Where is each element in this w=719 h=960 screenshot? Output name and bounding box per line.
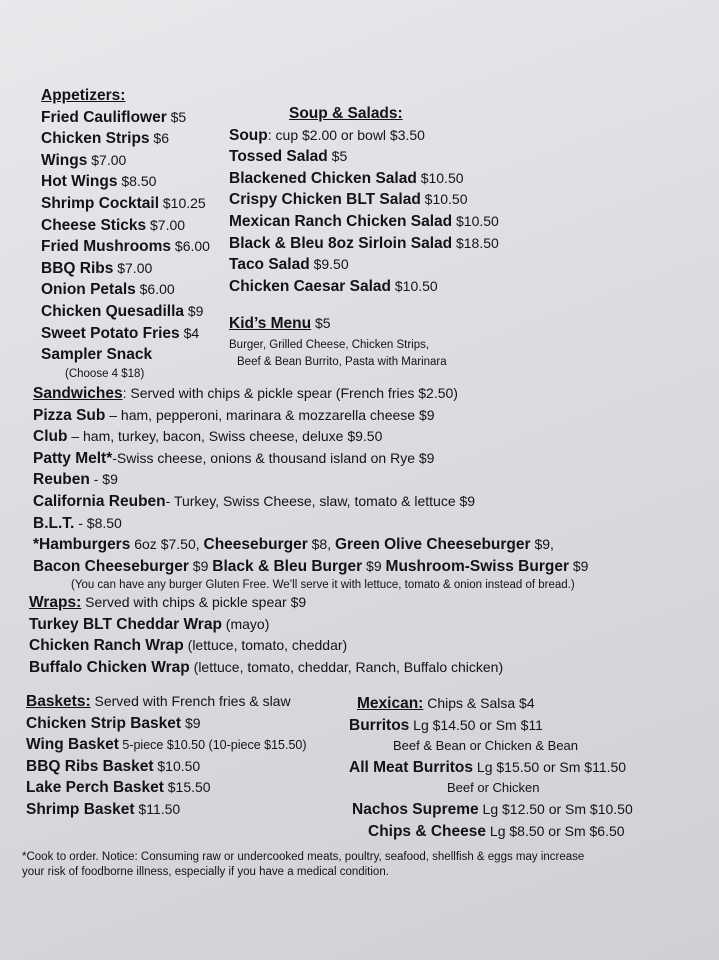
wraps-intro: Served with chips & pickle spear $9	[81, 594, 307, 610]
menu-item: Taco Salad $9.50	[229, 256, 349, 274]
menu-item: Chicken Quesadilla $9	[41, 302, 204, 320]
menu-item: Reuben - $9	[33, 471, 118, 489]
menu-item: Wing Basket 5-piece $10.50 (10-piece $15.50)	[26, 736, 307, 754]
menu-item: Blackened Chicken Salad $10.50	[229, 169, 464, 187]
burgers-row: Bacon Cheeseburger $9 Black & Bleu Burger $9 Mushroom-Swiss Burger $9	[33, 557, 589, 575]
menu-item: Burritos Lg $14.50 or Sm $11	[349, 716, 543, 734]
menu-item: Black & Bleu 8oz Sirloin Salad $18.50	[229, 234, 499, 252]
menu-item: Pizza Sub – ham, pepperoni, marinara & mozzarella cheese $9	[33, 406, 435, 424]
menu-item: Chicken Strips $6	[41, 130, 169, 148]
menu-item: Patty Melt*-Swiss cheese, onions & thousand island on Rye $9	[33, 449, 435, 467]
menu-item: Turkey BLT Cheddar Wrap (mayo)	[29, 615, 270, 633]
gluten-note: (You can have any burger Gluten Free. We’ll serve it with lettuce, tomato & onion instead of bread.)	[71, 579, 575, 592]
menu-item: Lake Perch Basket $15.50	[26, 779, 211, 797]
mexican-section	[349, 693, 633, 842]
appetizers-section	[41, 86, 210, 383]
menu-item: Mexican Ranch Chicken Salad $10.50	[229, 212, 499, 230]
baskets-intro: Served with French fries & slaw	[90, 693, 291, 709]
mexican-heading: Mexican:	[357, 695, 424, 712]
kids-line: Burger, Grilled Cheese, Chicken Strips,	[229, 338, 430, 351]
menu-item: Shrimp Cocktail $10.25	[41, 194, 206, 212]
kids-heading-row	[229, 313, 447, 335]
footer-line: your risk of foodborne illness, especially if you have a medical condition.	[22, 866, 389, 878]
kids-section	[229, 313, 447, 371]
menu-item: Sampler Snack	[41, 346, 153, 364]
menu-item: Crispy Chicken BLT Salad $10.50	[229, 191, 468, 209]
wraps-heading-row	[29, 592, 503, 614]
mexican-intro: Chips & Salsa $4	[423, 695, 535, 711]
menu-item: Onion Petals $6.00	[41, 281, 175, 299]
menu-item: Fried Cauliflower $5	[41, 108, 187, 126]
burgers-row: *Hamburgers 6oz $7.50, Cheeseburger $8, Green Olive Cheeseburger $9,	[33, 536, 554, 554]
sandwiches-heading: Sandwiches	[33, 385, 123, 402]
menu-item: Buffalo Chicken Wrap (lettuce, tomato, cheddar, Ranch, Buffalo chicken)	[29, 658, 504, 676]
menu-item: Hot Wings $8.50	[41, 173, 157, 191]
menu-item: Chicken Strip Basket $9	[26, 714, 201, 732]
menu-item: BBQ Ribs Basket $10.50	[26, 757, 201, 775]
menu-item: Chips & Cheese Lg $8.50 or Sm $6.50	[368, 822, 625, 840]
menu-item: All Meat Burritos Lg $15.50 or Sm $11.50	[349, 758, 627, 776]
menu-item: Cheese Sticks $7.00	[41, 216, 186, 234]
menu-item: Chicken Ranch Wrap (lettuce, tomato, cheddar)	[29, 637, 348, 655]
baskets-heading-row	[26, 691, 307, 713]
appetizers-heading: Appetizers:	[41, 87, 126, 104]
sampler-note: (Choose 4 $18)	[65, 367, 145, 380]
footer-notice	[22, 850, 584, 880]
kids-price: $5	[311, 315, 331, 331]
footer-line: *Cook to order. Notice: Consuming raw or undercooked meats, poultry, seafood, shellfish & eggs may increase	[22, 851, 585, 863]
baskets-section	[26, 691, 307, 821]
sandwiches-intro: : Served with chips & pickle spear (French fries $2.50)	[122, 385, 458, 401]
menu-item: Nachos Supreme Lg $12.50 or Sm $10.50	[352, 800, 633, 818]
menu-item: Wings $7.00	[41, 151, 127, 169]
menu-item: Tossed Salad $5	[229, 148, 348, 166]
menu-item: Fried Mushrooms $6.00	[41, 238, 210, 256]
meat-options: Beef or Chicken	[447, 780, 540, 796]
menu-item: Sweet Potato Fries $4	[41, 324, 200, 342]
baskets-heading: Baskets:	[26, 693, 91, 710]
soups-heading: Soup & Salads:	[289, 105, 403, 122]
menu-item: BBQ Ribs $7.00	[41, 259, 153, 277]
mexican-heading-row	[349, 693, 633, 715]
menu-item: Soup: cup $2.00 or bowl $3.50	[229, 126, 425, 144]
menu-item: Shrimp Basket $11.50	[26, 800, 181, 818]
menu-item: Club – ham, turkey, bacon, Swiss cheese, deluxe $9.50	[33, 428, 383, 446]
wraps-section	[29, 592, 503, 678]
kids-heading: Kid’s Menu	[229, 315, 312, 332]
sandwiches-heading-row	[33, 383, 588, 405]
burritos-options: Beef & Bean or Chicken & Bean	[393, 738, 579, 754]
menu-item: Chicken Caesar Salad $10.50	[229, 277, 438, 295]
sandwiches-section	[33, 383, 588, 594]
wraps-heading: Wraps:	[29, 594, 82, 611]
menu-item: B.L.T. - $8.50	[33, 514, 122, 532]
soups-section	[229, 104, 499, 297]
kids-line: Beef & Bean Burrito, Pasta with Marinara	[237, 355, 447, 368]
menu-item: California Reuben- Turkey, Swiss Cheese, slaw, tomato & lettuce $9	[33, 492, 476, 510]
